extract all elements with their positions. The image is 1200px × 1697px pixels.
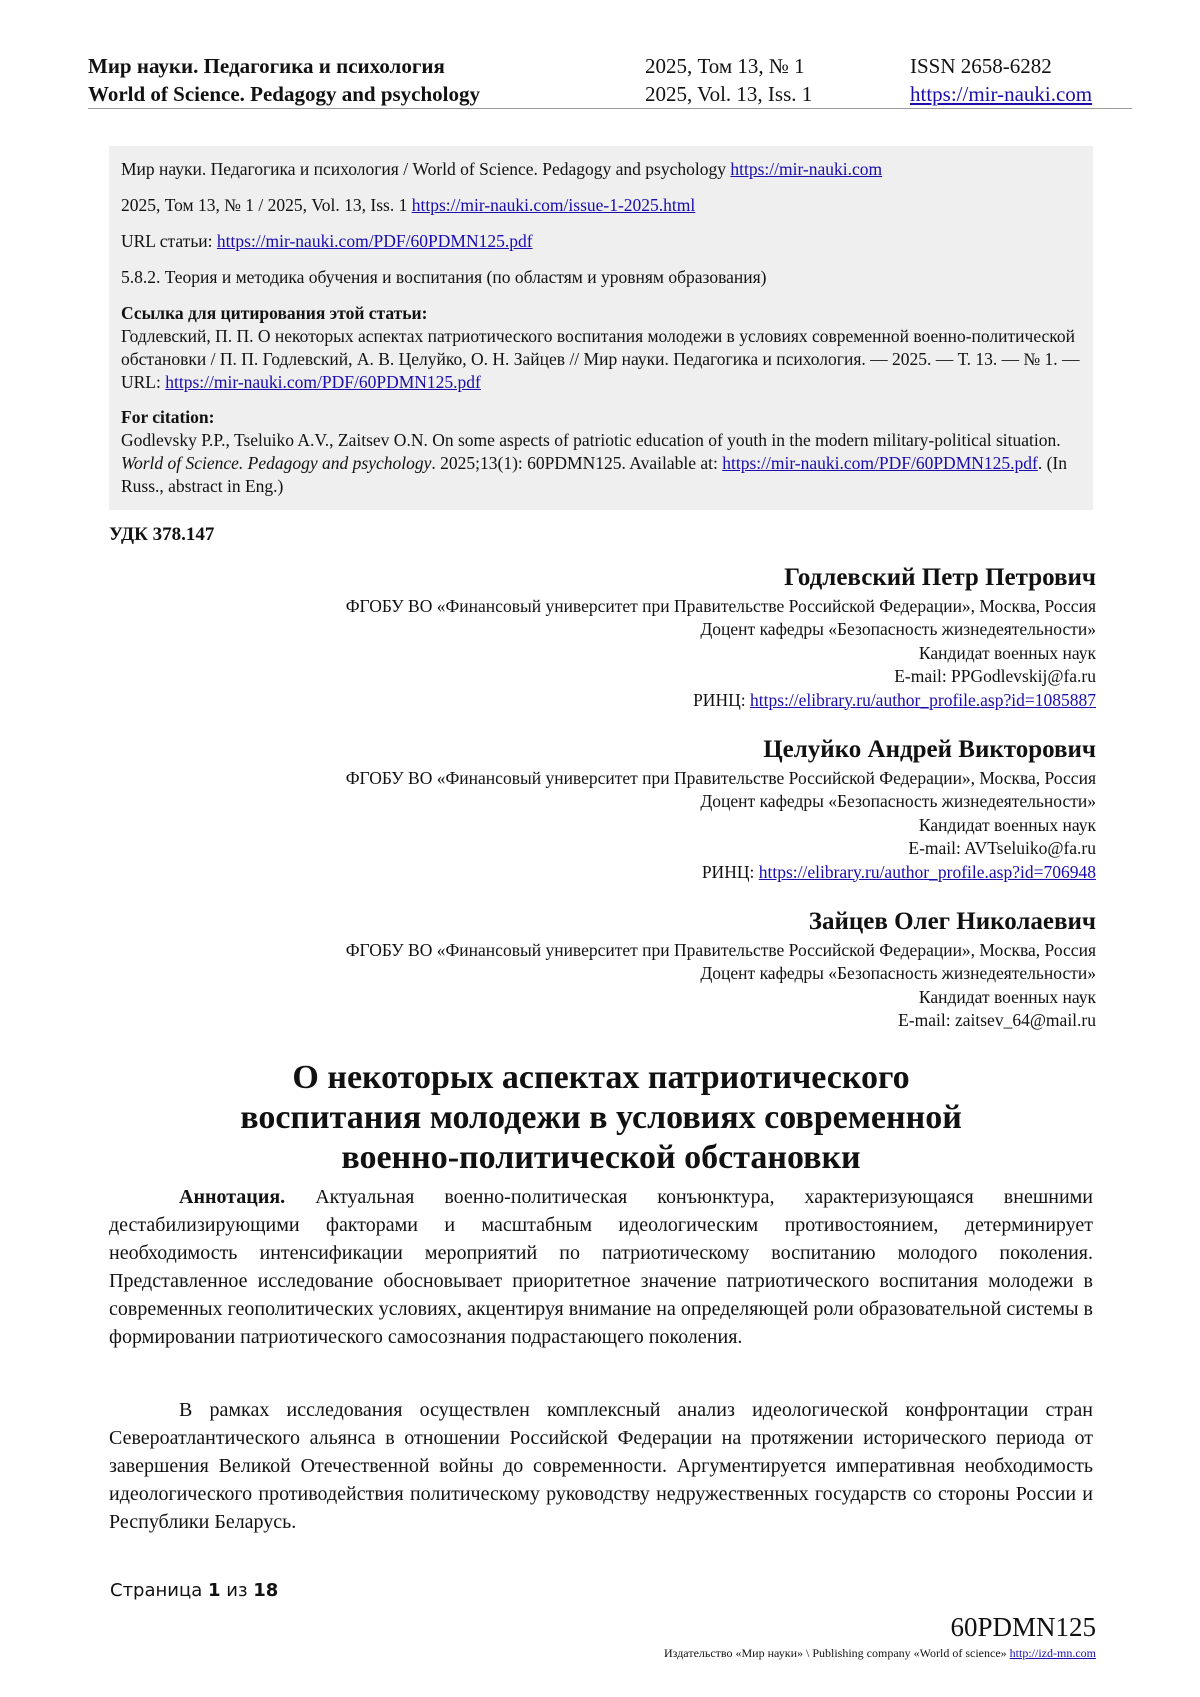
citation-box bbox=[109, 146, 1093, 510]
rinc-link[interactable]: https://elibrary.ru/author_profile.asp?id=706948 bbox=[758, 861, 1096, 882]
issue-ru: 2025, Том 13, № 1 bbox=[645, 54, 805, 78]
cite-url-line: URL статьи: https://mir-nauki.com/PDF/60PDMN125.pdf bbox=[121, 231, 533, 251]
issue-en: 2025, Vol. 13, Iss. 1 bbox=[645, 82, 813, 106]
journal-title-ru: Мир науки. Педагогика и психология bbox=[88, 54, 445, 78]
cite-ru-link[interactable]: https://mir-nauki.com/PDF/60PDMN125.pdf bbox=[165, 372, 481, 392]
specialty-line: 5.8.2. Теория и методика обучения и воспитания (по областям и уровням образования) bbox=[121, 267, 767, 287]
author-name: Зайцев Олег Николаевич bbox=[808, 908, 1096, 935]
article-url-link[interactable]: https://mir-nauki.com/PDF/60PDMN125.pdf bbox=[216, 231, 533, 251]
author-email: E-mail: PPGodlevskij@fa.ru bbox=[894, 666, 1096, 687]
header-issue bbox=[645, 52, 812, 108]
author-degree: Кандидат военных наук bbox=[918, 814, 1096, 835]
author-name: Целуйко Андрей Викторович bbox=[763, 736, 1096, 763]
author-position: Доцент кафедры «Безопасность жизнедеятельности» bbox=[700, 791, 1096, 812]
author-rinc: РИНЦ: https://elibrary.ru/author_profile.asp?id=706948 bbox=[701, 861, 1096, 882]
journal-title-en: World of Science. Pedagogy and psychology bbox=[88, 82, 481, 106]
cite-journal-line: Мир науки. Педагогика и психология / World of Science. Pedagogy and psychology https://mir-nauki.com bbox=[121, 159, 883, 179]
cite-en-body: Godlevsky P.P., Tseluiko A.V., Zaitsev O.N. On some aspects of patriotic education of youth in the modern military-political situation. World of Science. Pedagogy and psychology. 2025;13(1): 60PDMN125. Available at: https://mir-nauki.com/PDF/60PDMN125.pdf. (In Russ., abstract in Eng.) bbox=[121, 430, 1068, 496]
cite-ru-body: Годлевский, П. П. О некоторых аспектах патриотического воспитания молодежи в условиях современной военно-политической обстановки / П. П. Годлевский, А. В. Целуйко, О. Н. Зайцев // Мир науки. Педагогика и психология. — 2025. — Т. 13. — № 1. — URL: https://mir-nauki.com/PDF/60PDMN125.pdf bbox=[121, 326, 1080, 392]
cite-ru-block bbox=[121, 302, 1081, 394]
abstract bbox=[109, 1183, 1093, 1351]
publisher-link[interactable]: http://izd-mn.com bbox=[1009, 1646, 1096, 1660]
author-email: E-mail: AVTseluiko@fa.ru bbox=[908, 838, 1096, 859]
author-rinc: РИНЦ: https://elibrary.ru/author_profile.asp?id=1085887 bbox=[693, 689, 1096, 710]
abstract-label: Аннотация. bbox=[179, 1186, 286, 1208]
page-number: Страница 1 из 18 bbox=[110, 1580, 279, 1601]
issn: ISSN 2658-6282 bbox=[910, 54, 1052, 78]
author-degree: Кандидат военных наук bbox=[918, 642, 1096, 663]
author-email: E-mail: zaitsev_64@mail.ru bbox=[898, 1010, 1096, 1031]
header-issn bbox=[910, 52, 1092, 108]
cite-journal-link[interactable]: https://mir-nauki.com bbox=[730, 159, 883, 179]
cite-en-heading: For citation: bbox=[121, 407, 215, 427]
abstract-paragraph: В рамках исследования осуществлен комплексный анализ идеологической конфронтации стран Североатлантического альянса в отношении Российской Федерации на протяжении исторического периода от завершения Великой Отечественной войны до современности. Аргументируется императивная необходимость идеологического противодействия политическому руководству недружественных государств со стороны России и Республики Беларусь. bbox=[109, 1399, 1093, 1533]
article-title: О некоторых аспектах патриотического воспитания молодежи в условиях современной военно-политической обстановки bbox=[240, 1059, 962, 1176]
author-degree: Кандидат военных наук bbox=[918, 986, 1096, 1007]
author-org: ФГОБУ ВО «Финансовый университет при Правительстве Российской Федерации», Москва, Россия bbox=[345, 768, 1096, 788]
author-block bbox=[346, 905, 1096, 1033]
header-journal-title bbox=[88, 52, 480, 108]
author-block bbox=[346, 561, 1096, 712]
cite-en-link[interactable]: https://mir-nauki.com/PDF/60PDMN125.pdf bbox=[722, 453, 1038, 473]
abstract-paragraph: Аннотация. Актуальная военно-политическая конъюнктура, характеризующаяся внешними дестабилизирующими факторами и масштабным идеологическим противостоянием, детерминирует необходимость интенсификации мероприятий по патриотическому воспитанию молодого поколения. Представленное исследование обосновывает приоритетное значение патриотического воспитания молодежи в современных геополитических условиях, акцентируя внимание на определяющей роли образовательной системы в формировании патриотического самосознания подрастающего поколения. bbox=[109, 1186, 1094, 1348]
rinc-link[interactable]: https://elibrary.ru/author_profile.asp?id=1085887 bbox=[749, 689, 1096, 710]
author-block bbox=[346, 733, 1096, 884]
cite-en-block bbox=[121, 406, 1081, 498]
cite-issue-link[interactable]: https://mir-nauki.com/issue-1-2025.html bbox=[411, 195, 696, 215]
abstract-continued bbox=[109, 1396, 1093, 1536]
cite-issue-line: 2025, Том 13, № 1 / 2025, Vol. 13, Iss. 1 https://mir-nauki.com/issue-1-2025.html bbox=[121, 195, 696, 215]
author-org: ФГОБУ ВО «Финансовый университет при Правительстве Российской Федерации», Москва, Россия bbox=[345, 596, 1096, 616]
cite-en-journal: World of Science. Pedagogy and psychology bbox=[121, 453, 432, 473]
page-header bbox=[88, 52, 1132, 109]
author-name: Годлевский Петр Петрович bbox=[784, 564, 1096, 591]
author-position: Доцент кафедры «Безопасность жизнедеятельности» bbox=[700, 619, 1096, 640]
article-code: 60PDMN125 bbox=[950, 1612, 1096, 1642]
udk-code: УДК 378.147 bbox=[109, 524, 215, 545]
author-position: Доцент кафедры «Безопасность жизнедеятельности» bbox=[700, 963, 1096, 984]
author-org: ФГОБУ ВО «Финансовый университет при Правительстве Российской Федерации», Москва, Россия bbox=[345, 940, 1096, 960]
site-link[interactable]: https://mir-nauki.com bbox=[910, 82, 1093, 106]
cite-ru-heading: Ссылка для цитирования этой статьи: bbox=[121, 303, 428, 323]
publisher-line: Издательство «Мир науки» \ Publishing company «World of science» http://izd-mn.com bbox=[664, 1646, 1096, 1660]
